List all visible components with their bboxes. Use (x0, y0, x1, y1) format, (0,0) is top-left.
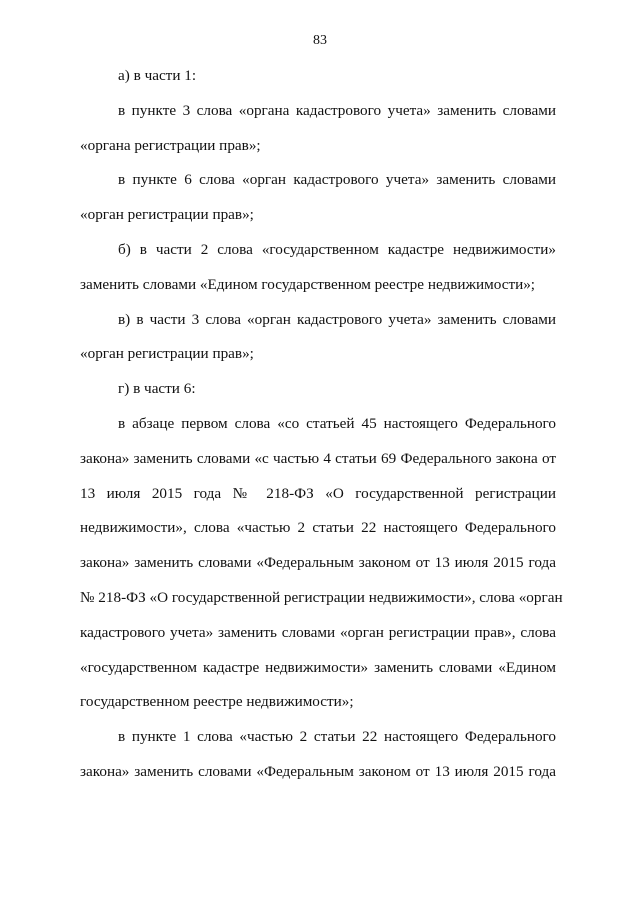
text-line: заменить словами «Едином государственном реестре недвижимости»; (80, 275, 536, 293)
text-line: недвижимости», слова «частью 2 статьи 22 настоящего Федерального (80, 519, 556, 537)
text-line: в) в части 3 слова «орган кадастрового учета» заменить словами (118, 310, 556, 328)
text-line: государственном реестре недвижимости»; (80, 693, 354, 711)
text-line: г) в части 6: (118, 380, 196, 398)
text-line: № 218-ФЗ «О государственной регистрации недвижимости», слова «орган (80, 588, 563, 606)
document-body (80, 59, 563, 790)
text-line: кадастрового учета» заменить словами «орган регистрации прав», слова (80, 623, 556, 641)
text-line: а) в части 1: (118, 67, 197, 84)
page-number: 83 (313, 33, 327, 48)
text-line: закона» заменить словами «с частью 4 статьи 69 Федерального закона от (80, 449, 556, 467)
text-line: б) в части 2 слова «государственном кадастре недвижимости» (118, 240, 556, 258)
text-line: в абзаце первом слова «со статьей 45 настоящего Федерального (118, 414, 556, 432)
text-line: закона» заменить словами «Федеральным законом от 13 июля 2015 года (80, 762, 556, 780)
text-line: «орган регистрации прав»; (80, 345, 254, 363)
text-line: закона» заменить словами «Федеральным законом от 13 июля 2015 года (80, 554, 556, 572)
text-line: 13 июля 2015 года № 218-ФЗ «О государственной регистрации (80, 484, 556, 502)
text-line: в пункте 1 слова «частью 2 статьи 22 настоящего Федерального (118, 728, 556, 746)
text-line: «органа регистрации прав»; (80, 136, 261, 154)
text-line: в пункте 3 слова «органа кадастрового учета» заменить словами (118, 101, 556, 119)
text-line: в пункте 6 слова «орган кадастрового учета» заменить словами (118, 171, 556, 189)
text-line: «орган регистрации прав»; (80, 206, 254, 224)
text-line: «государственном кадастре недвижимости» заменить словами «Едином (80, 658, 556, 676)
